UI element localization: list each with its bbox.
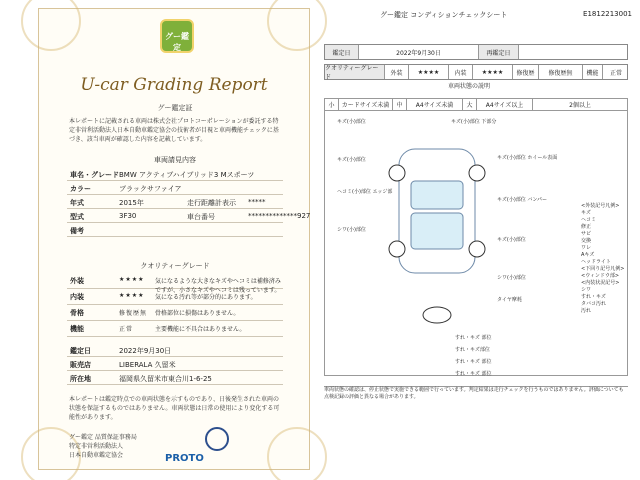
- issuer-text: グー鑑定 品質保証事務局 特定非営利活動法人 日本自動車鑑定協会: [69, 434, 137, 459]
- label-interior-1: すれ・キズ 部位: [455, 335, 492, 341]
- label-rear-right: キズ(小)部位: [497, 237, 526, 243]
- label-front-right: キズ(小)部位 下部分: [451, 119, 497, 125]
- brand-logo: PROTO: [165, 453, 204, 464]
- label-front-left: キズ(小)部位: [337, 119, 366, 125]
- legend-title: <外装記号凡例>: [581, 203, 620, 209]
- label-interior-2: すれ・キズ部位: [455, 347, 490, 353]
- label-interior-4: すれ・キズ 部位: [455, 371, 492, 377]
- intro-text: 本レポートに記載される車両は株式会社プロトコーポレーションが委託する特定非営利活動法人日本自動車鑑定協会の技術者が目視と車両機能チェックに基づき、該当車両が確認した内容を記載しています。: [69, 118, 279, 143]
- legend: <外装記号凡例> キズ ヘコミ 修正 サビ 交換 ワレ Aキズ ヘッドライト <下回り記号凡例> <ウィンドウ部> <内装状況記号> シワ すれ・キズ タバコ汚れ 汚れ: [581, 203, 637, 315]
- function-value: 正常: [609, 69, 622, 77]
- repair-label: 修復歴: [513, 65, 539, 79]
- vehicle-row: 型式 3F30 車台番号 **************927: [67, 209, 283, 223]
- vehicle-row: 車名・グレード BMW アクティブハイブリッド3 Mスポーツ: [67, 167, 283, 181]
- grade-row: 機能 正常 主要機能に不具合はありません。: [67, 321, 283, 337]
- grading-report-left: [38, 8, 310, 470]
- label-rear-left: シワ(小)部位: [337, 227, 366, 233]
- quality-label: クオリティーグレード: [325, 65, 385, 79]
- label-trunk: シワ(小)部位: [497, 275, 526, 281]
- jaaa-logo-icon: [205, 427, 229, 451]
- label-front-fender: キズ(小)部位: [337, 157, 366, 163]
- function-label: 機能: [583, 65, 603, 79]
- label-door-left: ヘコミ(小)部位 エッジ部: [337, 189, 393, 195]
- label-tire: タイヤ摩耗: [497, 297, 522, 303]
- vehicle-row: 備考: [67, 223, 283, 237]
- repair-value: 修復歴無: [539, 65, 583, 79]
- date-value: 2022年9月30日: [359, 45, 479, 59]
- interior-grade: ★★★★: [473, 65, 513, 79]
- label-interior-3: すれ・キズ 部位: [455, 359, 492, 365]
- label-bumper: キズ(小)部位 バンパー: [497, 197, 548, 203]
- bottom-note: 車両状態の確認は、停止状態で実施できる範囲で行っています。判定結果は走行チェックを行うものではありません。評価についても点検記録の評価と異なる場合があります。: [324, 386, 628, 410]
- interior-label: 内装: [449, 65, 473, 79]
- quality-section-title: クオリティーグレード: [140, 262, 210, 270]
- decorative-flourish-top-left: [21, 0, 81, 51]
- date-table: [324, 44, 628, 60]
- info-row: 鑑定日 2022年9月30日: [67, 343, 283, 357]
- report-title: U-car Grading Report: [80, 75, 268, 95]
- grade-row: 骨格 修復歴無 骨格部位に損傷はありません。: [67, 305, 283, 321]
- sheet-number: E1812213001: [583, 10, 632, 18]
- vehicle-section-title: 車両請見内容: [154, 156, 196, 164]
- vehicle-row: カラー ブラックサファイア: [67, 181, 283, 195]
- info-row: 販売店 LIBERALA 久留米: [67, 357, 283, 371]
- condition-title: 車両状態の説明: [448, 83, 491, 90]
- condition-check-sheet: [318, 8, 638, 470]
- exterior-grade: ★★★★: [409, 65, 449, 79]
- label-wheel-right: キズ(小)部位 ホイール表面: [497, 155, 558, 161]
- goo-appraisal-badge-icon: [160, 19, 194, 53]
- vehicle-condition-diagram: [324, 98, 628, 376]
- reappraisal-value: [519, 45, 629, 59]
- car-top-diagram-icon: [377, 139, 497, 359]
- date-label: 鑑定日: [325, 45, 359, 59]
- size-legend-row: 小 カードサイズ未満 中 A4サイズ未満 大 A4サイズ以上 2個以上: [325, 99, 627, 111]
- vehicle-row: 年式 2015年 走行距離計表示 *****: [67, 195, 283, 209]
- disclaimer-text: 本レポートは鑑定時点での車両状態を示すものであり、日後発生された車両の状態を保証するものではありません。車両状態は日常の使用により変化する可能性があります。: [69, 396, 280, 421]
- badge-label: グー鑑定: [165, 32, 189, 52]
- exterior-label: 外装: [385, 65, 409, 79]
- sheet-title: グー鑑定 コンディションチェックシート: [380, 11, 508, 19]
- reappraisal-label: 再鑑定日: [479, 45, 519, 59]
- report-subtitle: グー鑑定証: [157, 104, 193, 112]
- info-row: 所在地 福岡県久留米市東合川1-6-25: [67, 371, 283, 385]
- grade-row: 外装 ★★★★ 気になるような大きなキズやヘコミは補修済みですが、小さなキズやヘコミは残っています。: [67, 273, 283, 289]
- grade-row: 内装 ★★★★ 気になる汚れ等が部分的にあります。: [67, 289, 283, 305]
- quality-table: [324, 64, 628, 80]
